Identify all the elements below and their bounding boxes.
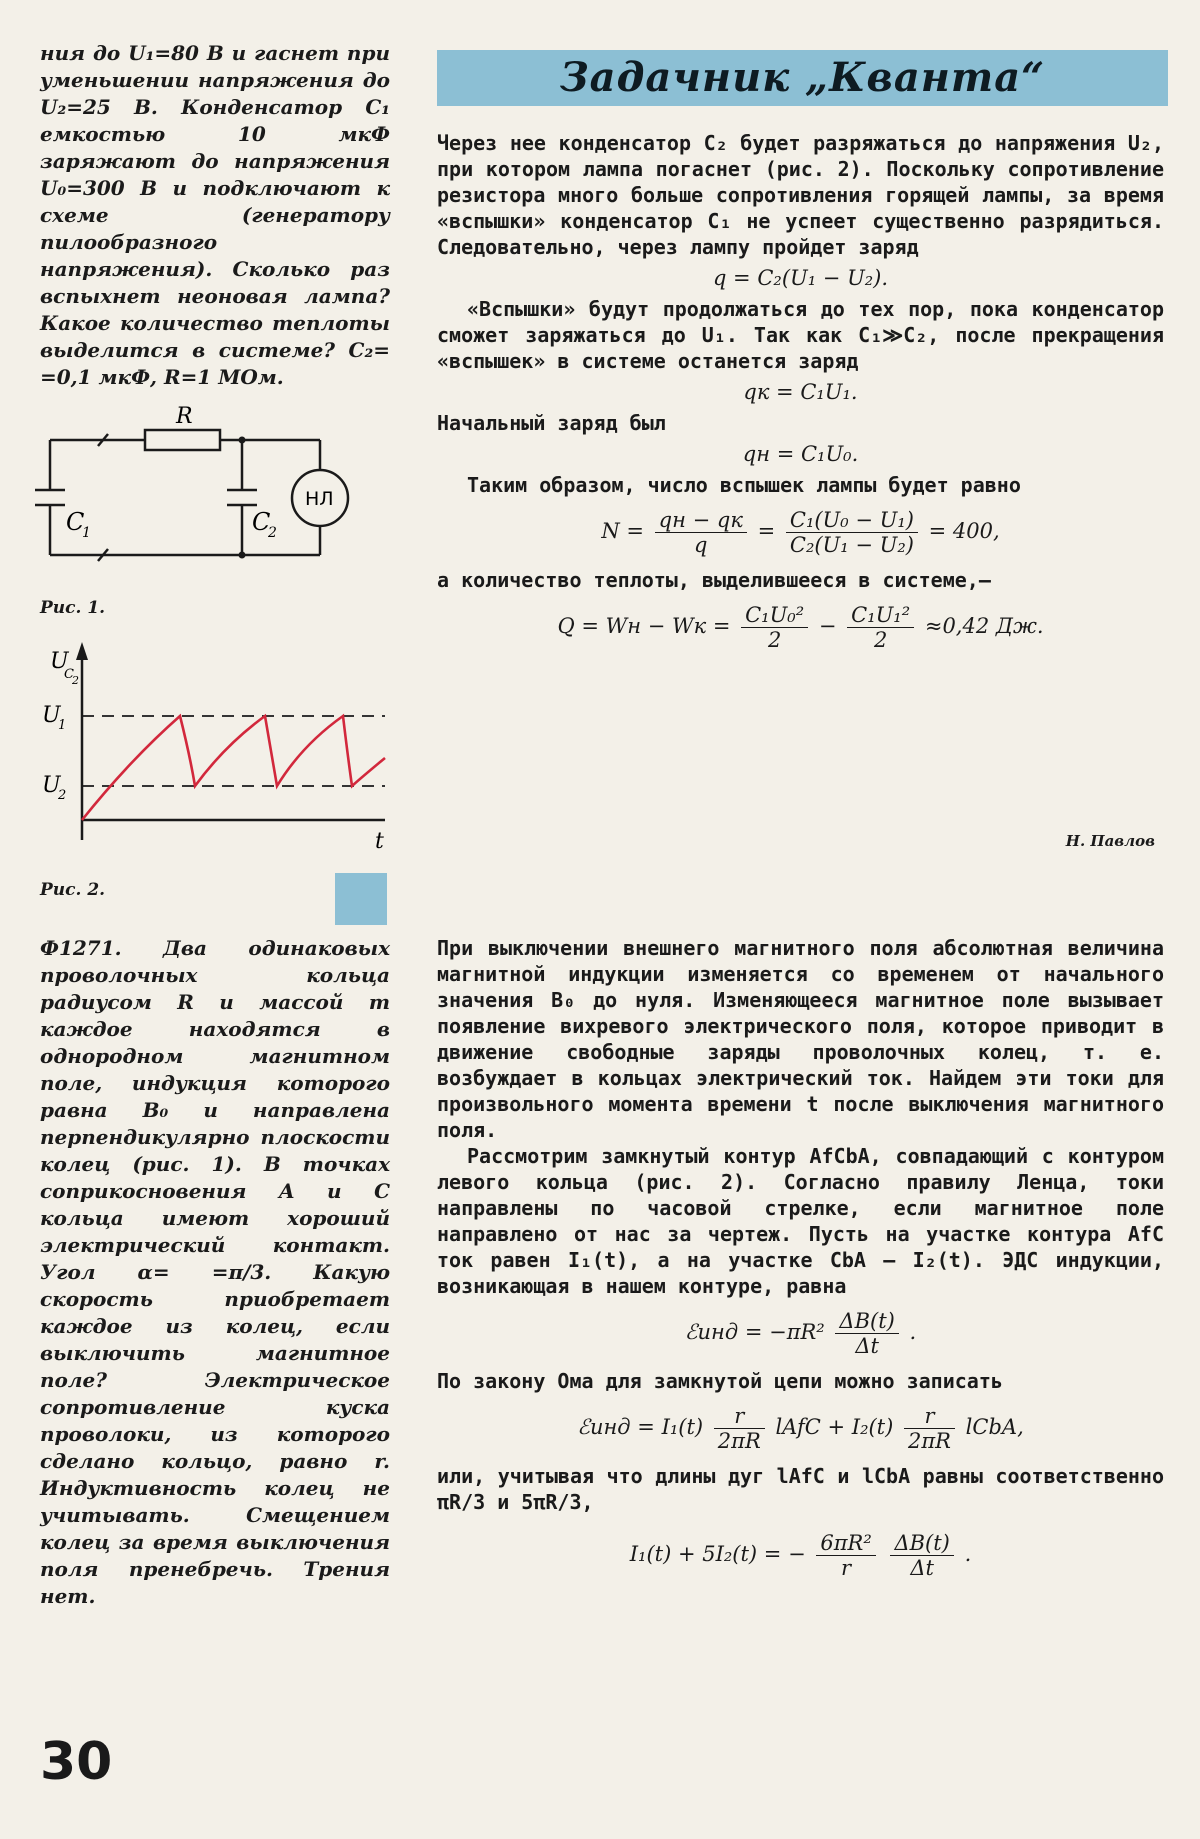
- label-C1: C: [66, 508, 85, 536]
- solution-top: [437, 130, 1164, 662]
- eq-currents: I₁(t) + 5I₂(t) = − $\frac{\text{6πR²}}{r}$ $\frac{\Delta B(t)}{\Delta t}$ .: [629, 1531, 972, 1580]
- solution-p3: Начальный заряд был: [437, 411, 666, 435]
- axis-label-U: U: [50, 649, 69, 674]
- eq-Q: Q = Wн − Wк = $\frac{\text{C₁U₀²}}{2}$ − $\frac{\text{C₁U₁²}}{2}$ ≈0,42 Дж.: [557, 603, 1044, 652]
- label-U2-sub: 2: [58, 788, 67, 803]
- label-C2-sub: 2: [268, 525, 277, 541]
- label-U1: U: [42, 703, 61, 728]
- label-U1-sub: 1: [58, 718, 67, 733]
- label-C2: C: [252, 508, 271, 536]
- eq-q: q = C₂(U₁ − U₂).: [712, 266, 889, 290]
- eq-qk: qк = C₁U₁.: [743, 380, 858, 404]
- solution-p1: Через нее конденсатор C₂ будет разряжаться до напряжения U₂, при котором лампа погаснет (рис. 2). Поскольку сопротивление резистора много больше сопротивления горящей лампы, за время «вспышки» конденсатор C₁ не успеет существенно разрядиться. Следовательно, через лампу пройдет заряд: [437, 131, 1164, 259]
- page-number: 30: [40, 1732, 113, 1792]
- label-lamp: НЛ: [305, 488, 334, 510]
- author: Н. Павлов: [1065, 832, 1155, 850]
- problem-f1271: Ф1271. Два одинаковых проволочных кольца радиусом R и массой m каждое находятся в однородном магнитном поле, индукция которого равна B₀ и направлена перпендикулярно плоскости колец (рис. 1). В точках соприкосновения A и C кольца имеют хороший электрический контакт. Угол α= =π/3. Какую скорость приобретает каждое из колец, если выключить магнитное поле? Электрическое сопротивление куска проволоки, из которого сделано кольцо, равно r. Индуктивность колец не учитывать. Смещением колец за время выключения поля пренебречь. Трения нет.: [40, 936, 390, 1608]
- label-U2: U: [42, 773, 61, 798]
- axis-label-t: t: [375, 829, 384, 854]
- decorative-square: [335, 873, 387, 925]
- solution-b-p4: или, учитывая что длины дуг lAfC и lCbA равны соответственно πR/3 и 5πR/3,: [437, 1464, 1164, 1514]
- solution-bottom: [437, 935, 1164, 1596]
- solution-p2: «Вспышки» будут продолжаться до тех пор, пока конденсатор сможет заряжаться до U₁. Так как C₁≫C₂, после прекращения «вспышек» в системе останется заряд: [437, 297, 1164, 373]
- sawtooth-graph: [40, 640, 400, 855]
- eq-N: N = $\frac{qн - qк}{q}$ = $\frac{\text{C₁(U₀ − U₁)}}{\text{C₂(U₁ − U₂)}}$ = 400,: [601, 508, 1000, 557]
- axis-label-U-sub: C: [64, 667, 74, 682]
- eq-ohm: ℰинд = I₁(t) $\frac{r}{2\pi R}$ lAfC + I₂(t) $\frac{r}{2\pi R}$ lCbA,: [577, 1404, 1024, 1453]
- eq-qn: qн = C₁U₀.: [742, 442, 859, 466]
- banner-title: Задачник „Кванта“: [559, 54, 1046, 101]
- solution-b-p2: Рассмотрим замкнутый контур AfCbA, совпадающий с контуром левого кольца (рис. 2). Согласно правилу Ленца, токи направлены по часовой стрелке, если магнитное поле направлено от нас за чертеж. Пусть на участке контура AfC ток равен I₁(t), а на участке CbA — I₂(t). ЭДС индукции, возникающая в нашем контуре, равна: [437, 1144, 1164, 1298]
- eq-emf: ℰинд = −πR² $\frac{\Delta B(t)}{\Delta t}$ .: [684, 1309, 917, 1358]
- section-banner: [437, 50, 1168, 106]
- solution-b-p1: При выключении внешнего магнитного поля абсолютная величина магнитной индукции изменяется со временем от начального значения B₀ до нуля. Изменяющееся магнитное поле вызывает появление вихревого электрического поля, которое приводит в движение свободные заряды проволочных колец, т. е. возбуждает в кольцах электрический ток. Найдем эти токи для произвольного момента времени t после выключения магнитного поля.: [437, 936, 1164, 1142]
- axis-label-U-sub2: 2: [72, 674, 79, 687]
- solution-p4: Таким образом, число вспышек лампы будет равно: [467, 473, 1021, 497]
- solution-p5: а количество теплоты, выделившееся в системе,—: [437, 568, 991, 592]
- circuit-figure: [30, 405, 370, 580]
- label-C1-sub: 1: [82, 525, 91, 541]
- fig1-caption: Рис. 1.: [40, 598, 106, 618]
- problem-text-continued: ния до U₁=80 В и гаснет при уменьшении напряжения до U₂=25 В. Конденсатор C₁ емкостью 10 мкФ заряжают до напряжения U₀=300 В и подключают к схеме (генератору пилообразного напряжения). Сколько раз вспыхнет неоновая лампа? Какое количество теплоты выделится в системе? C₂= =0,1 мкФ, R=1 МОм.: [40, 41, 390, 389]
- solution-b-p3: По закону Ома для замкнутой цепи можно записать: [437, 1369, 1003, 1393]
- fig2-caption: Рис. 2.: [40, 880, 106, 900]
- label-R: R: [176, 405, 193, 429]
